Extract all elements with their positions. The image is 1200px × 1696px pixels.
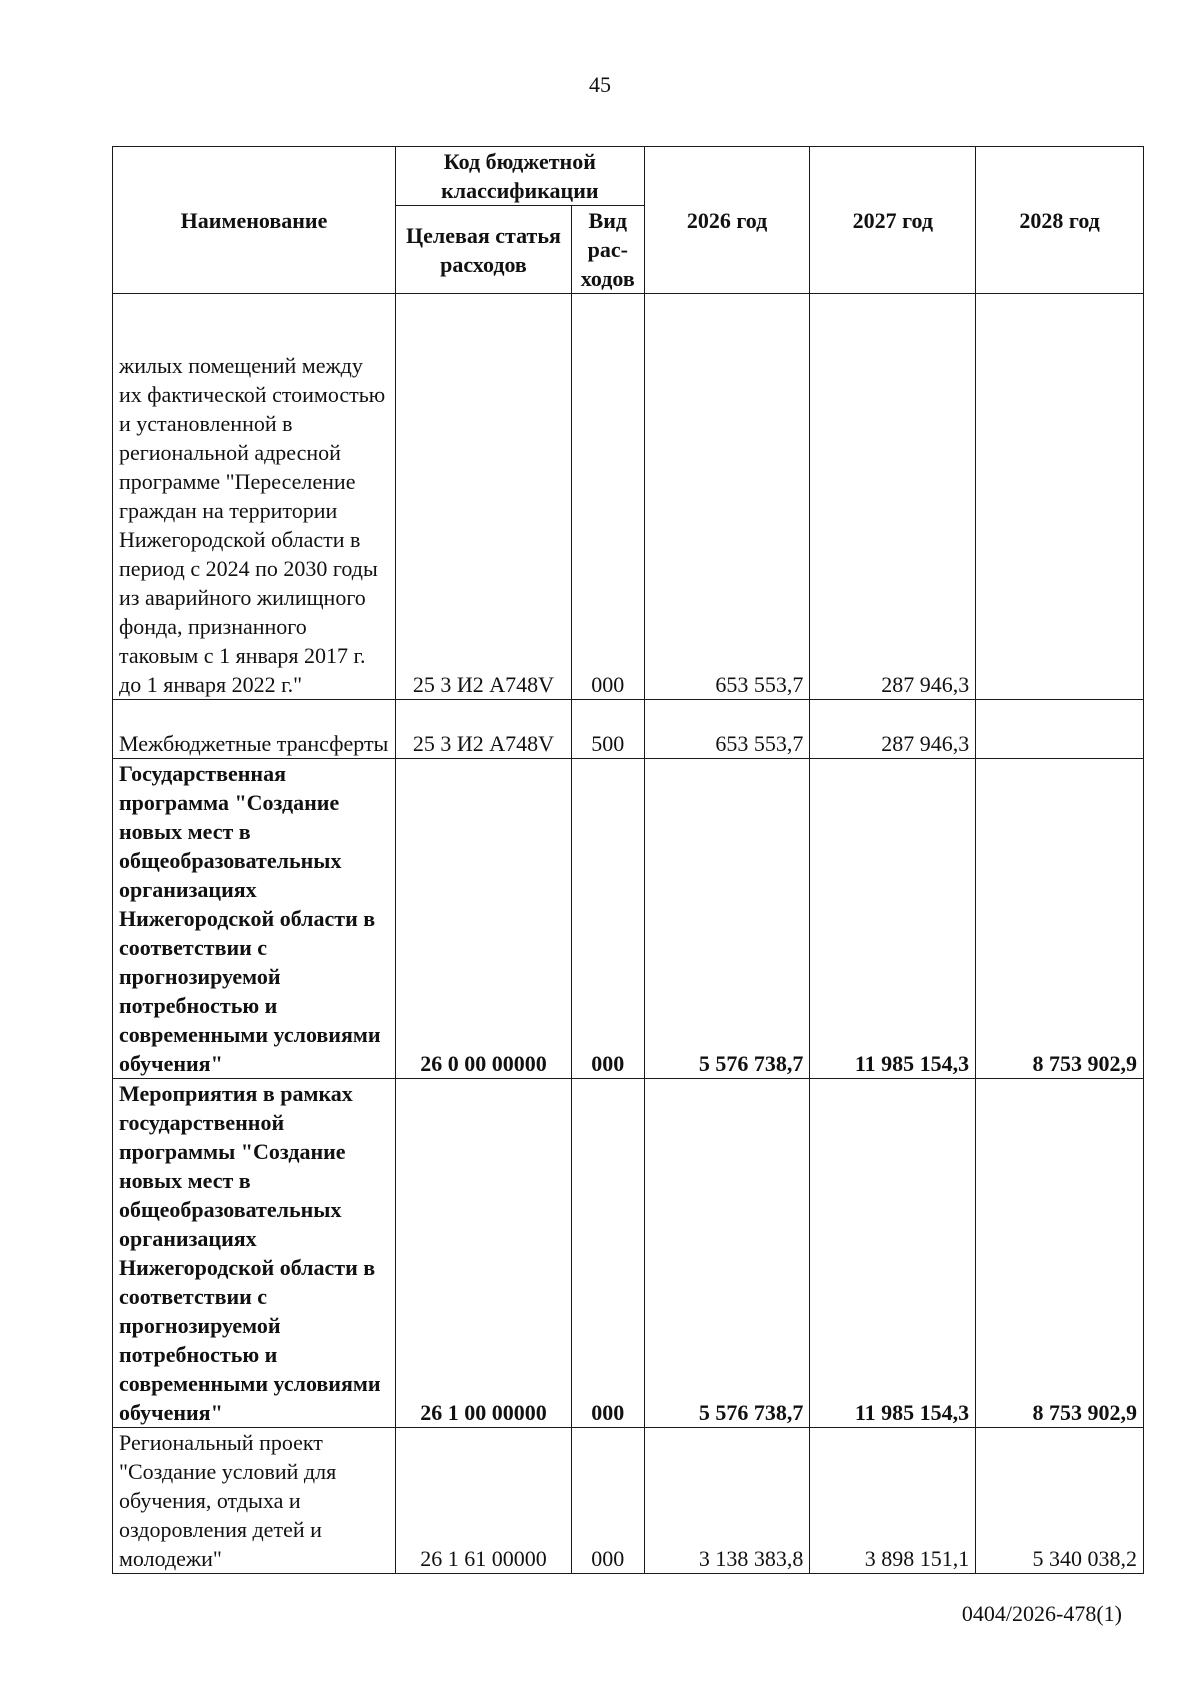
row-target-article: 26 0 00 00000 (396, 759, 572, 1079)
row-name: жилых помещений между их фактической стоимостью и установленной в региональной адресной программе "Переселение граждан на территории Нижегородской области в период с 2024 по 2030 годы из аварийного жилищного фонда, признанного таковым с 1 января 2017 г. до 1 января 2022 г." (113, 294, 396, 700)
row-expense-type: 000 (571, 294, 644, 700)
header-budget-code: Код бюджетной классификации (396, 147, 645, 206)
document-id: 0404/2026-478(1) (961, 1601, 1122, 1626)
row-name: Мероприятия в рамках государственной программы "Создание новых мест в общеобразовательных организациях Нижегородской области в соответствии с прогнозируемой потребностью и современными условиями обучения" (113, 1079, 396, 1428)
table-row (113, 700, 1144, 759)
row-value-2026: 5 576 738,7 (644, 759, 810, 1079)
row-value-2027: 287 946,3 (810, 700, 976, 759)
row-value-2028: 5 340 038,2 (976, 1428, 1144, 1574)
header-name: Наименование (113, 147, 396, 294)
row-value-2028: 8 753 902,9 (976, 759, 1144, 1079)
header-year-2027: 2027 год (810, 147, 976, 294)
header-year-2026: 2026 год (644, 147, 810, 294)
header-expense-type: Вид рас-ходов (571, 206, 644, 294)
row-value-2026: 653 553,7 (644, 700, 810, 759)
row-value-2028: 8 753 902,9 (976, 1079, 1144, 1428)
row-value-2027: 11 985 154,3 (810, 1079, 976, 1428)
row-name: Межбюджетные трансферты (113, 700, 396, 759)
row-target-article: 26 1 61 00000 (396, 1428, 572, 1574)
budget-table (112, 146, 1144, 1574)
row-value-2026: 653 553,7 (644, 294, 810, 700)
page-number: 45 (589, 72, 611, 97)
header-year-2028: 2028 год (976, 147, 1144, 294)
row-name: Государственная программа "Создание новых мест в общеобразовательных организациях Нижегородской области в соответствии с прогнозируемой потребностью и современными условиями обучения" (113, 759, 396, 1079)
row-target-article: 26 1 00 00000 (396, 1079, 572, 1428)
table-row (113, 294, 1144, 700)
row-value-2026: 5 576 738,7 (644, 1079, 810, 1428)
row-name: Региональный проект "Создание условий для обучения, отдыха и оздоровления детей и молодежи" (113, 1428, 396, 1574)
row-expense-type: 500 (571, 700, 644, 759)
row-expense-type: 000 (571, 759, 644, 1079)
table-row (113, 1428, 1144, 1574)
row-value-2027: 3 898 151,1 (810, 1428, 976, 1574)
row-value-2026: 3 138 383,8 (644, 1428, 810, 1574)
table-row (113, 759, 1144, 1079)
row-target-article: 25 3 И2 А748V (396, 294, 572, 700)
table-row (113, 1079, 1144, 1428)
row-value-2028 (976, 294, 1144, 700)
row-expense-type: 000 (571, 1428, 644, 1574)
header-target-article: Целевая статья расходов (396, 206, 572, 294)
row-value-2028 (976, 700, 1144, 759)
row-expense-type: 000 (571, 1079, 644, 1428)
row-value-2027: 11 985 154,3 (810, 759, 976, 1079)
row-value-2027: 287 946,3 (810, 294, 976, 700)
row-target-article: 25 3 И2 А748V (396, 700, 572, 759)
